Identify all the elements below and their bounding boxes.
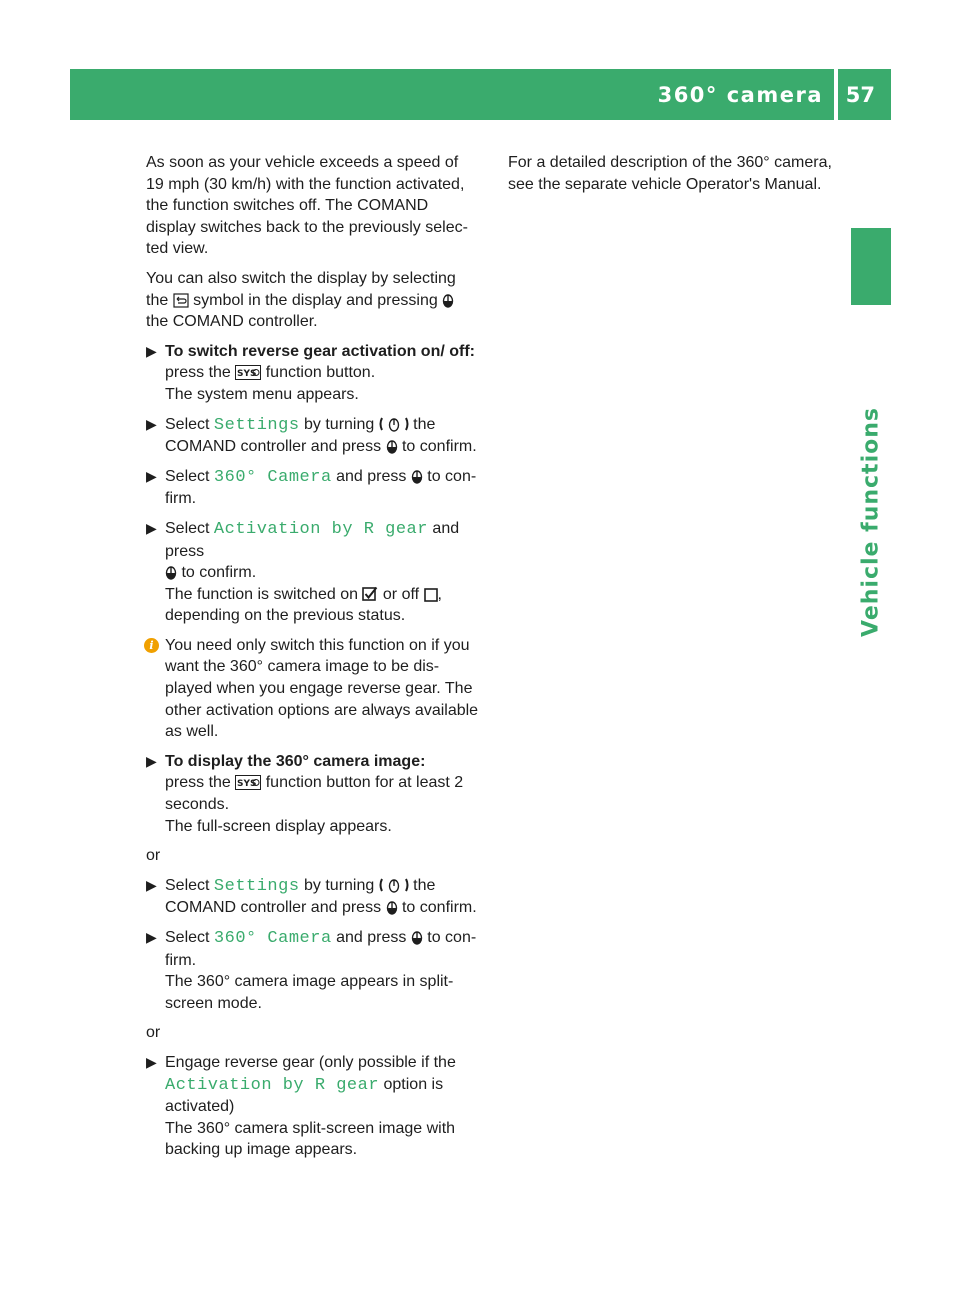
step-arrow-icon: ▶ [146,876,157,893]
sys-button-icon [235,775,261,790]
header-bar [70,69,891,120]
instruction-step: ▶ Engage reverse gear (only possible if the Activation by R gear option is activated) The 360° camera split-screen image with backing up image appears. [146,1053,456,1159]
step-arrow-icon: ▶ [146,752,157,769]
instruction-step: ▶ Select 360° Camera and press to confirm. [146,467,477,508]
section-label: Vehicle functions [858,407,884,637]
menu-item-settings: Settings [213,876,300,896]
checkbox-unchecked-icon [424,587,438,602]
step-arrow-icon: ▶ [146,467,157,484]
menu-item-360-camera: 360° Camera [213,929,332,948]
side-tab-marker [851,228,891,305]
controller-press-icon [411,929,423,945]
instruction-step: ▶ Select Settings by turning the COMAND controller and press to confirm. [146,876,477,917]
controller-turn-icon [379,877,409,893]
header-divider [834,69,838,120]
left-column [146,152,480,1169]
instruction-step: ▶ To display the 360° camera image: press the SYS function button for at least 2 seconds. The full-screen display appears. [146,752,464,835]
controller-press-icon [442,292,454,308]
controller-turn-icon [379,416,409,432]
step-arrow-icon: ▶ [146,929,157,945]
info-icon: i [144,638,159,653]
controller-press-icon [386,899,398,915]
checkbox-checked-icon [362,586,378,602]
page-title: 360° camera [657,83,823,107]
instruction-step: ▶ Select Activation by R gear and press to confirm. The function is switched on or off , depending on the previous status. [146,519,460,625]
step-arrow-icon: ▶ [146,342,157,359]
controller-press-icon [386,438,398,454]
menu-item-360-camera: 360° Camera [213,467,332,487]
step-arrow-icon: ▶ [146,1053,157,1070]
svg-text:SYS: SYS [237,369,257,380]
controller-press-icon [411,468,423,484]
page-number: 57 [845,83,875,107]
or-separator: or [146,847,161,865]
sys-button-icon [235,365,261,380]
step-arrow-icon: ▶ [146,415,157,432]
paragraph: As soon as your vehicle exceeds a speed of 19 mph (30 km/h) with the function activated, the function switches off. The COMAND display switches back to the previously selected view. [146,154,468,258]
menu-item-settings: Settings [213,415,300,435]
back-arrow-icon [173,293,189,308]
instruction-step: ▶ Select Settings by turning the COMAND controller and press to confirm. [146,415,477,456]
instruction-step: ▶ To switch reverse gear activation on/ off: press the SYS function button. The system menu appears. [146,342,475,403]
info-note: i You need only switch this function on if you want the 360° camera image to be displayed when you engage reverse gear. The other activation options are always available as well. [146,635,480,743]
paragraph: For a detailed description of the 360° camera, see the separate vehicle Operator's Manual. [508,154,832,193]
menu-item-activation-by-r-gear: Activation by R gear [165,1075,380,1095]
right-column [508,152,838,203]
step-arrow-icon: ▶ [146,519,157,536]
menu-item-activation-by-r-gear: Activation by R gear [213,519,428,539]
paragraph: You can also switch the display by selecting the symbol in the display and pressing the COMAND controller. [146,269,456,331]
svg-text:SYS: SYS [237,779,257,790]
or-separator: or [146,1024,161,1042]
controller-press-icon [165,564,177,580]
instruction-step: ▶ Select 360° Camera and press to confirm. The 360° camera image appears in split-screen mode. [146,929,477,1012]
